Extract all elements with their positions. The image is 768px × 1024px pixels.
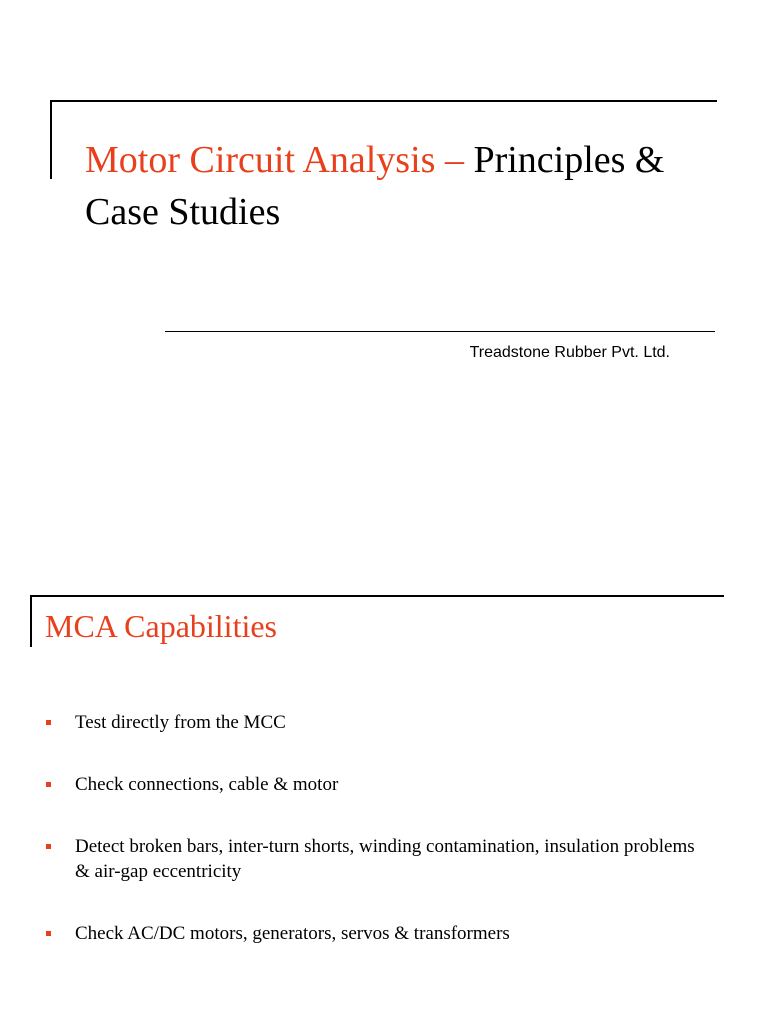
slide-title: MCA Capabilities xyxy=(45,608,277,644)
square-bullet-icon xyxy=(46,844,51,849)
list-item xyxy=(0,710,705,735)
title-accent-text: Motor Circuit Analysis – xyxy=(85,139,464,181)
title-rest-text: Principles & Case Studies xyxy=(85,139,665,233)
list-item xyxy=(0,921,705,946)
subtitle-rule xyxy=(165,331,715,332)
title-frame-top-rule xyxy=(50,100,717,102)
square-bullet-icon xyxy=(46,782,51,787)
company-subtitle: Treadstone Rubber Pvt. Ltd. xyxy=(469,344,670,361)
square-bullet-icon xyxy=(46,931,51,936)
capabilities-list xyxy=(0,710,768,946)
list-item xyxy=(0,834,705,884)
list-item xyxy=(0,772,705,797)
title-frame-left-rule xyxy=(50,100,52,179)
list-item-text: Detect broken bars, inter-turn shorts, winding contamination, insulation problems & air-gap eccentricity xyxy=(75,836,695,882)
list-item-text: Check connections, cable & motor xyxy=(75,774,339,795)
capabilities-slide xyxy=(0,560,768,1024)
list-item-text: Check AC/DC motors, generators, servos & transformers xyxy=(75,923,510,944)
list-item-text: Test directly from the MCC xyxy=(75,712,286,733)
square-bullet-icon xyxy=(46,720,51,725)
slide-frame-top-rule xyxy=(30,595,724,597)
slide-frame-left-rule xyxy=(30,595,32,647)
presentation-title xyxy=(85,134,735,238)
